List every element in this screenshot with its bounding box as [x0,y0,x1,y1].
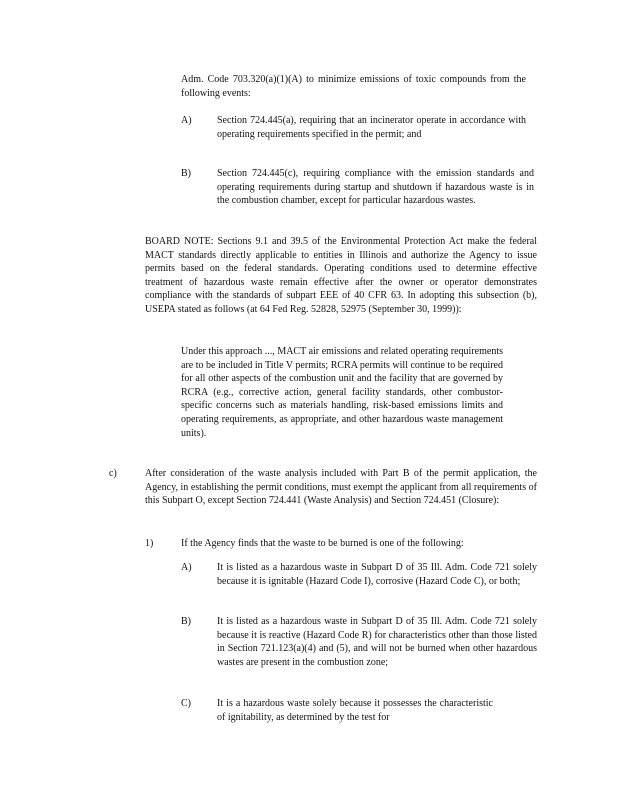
sub-item-b-text: It is listed as a hazardous waste in Subpart D of 35 Ill. Adm. Code 721 solely because it is reactive (Hazard Code R) for characteristics other than those listed in Section 721.123(a)(4) and (5), and will not be burned when other hazardous wastes are present in the combustion zone; [217,616,537,668]
sub-item-c-text: It is a hazardous waste solely because it possesses the characteristic of ignitability, as determined by the test for [217,698,493,723]
intro-item-a-text: Section 724.445(a), requiring that an incinerator operate in accordance with operating requirements specified in the permit; and [217,115,526,140]
sub-item-a-text: It is listed as a hazardous waste in Subpart D of 35 Ill. Adm. Code 721 solely because it is ignitable (Hazard Code I), corrosive (Hazard Code C), or both; [217,562,537,587]
board-note-quote: Under this approach ..., MACT air emissions and related operating requirements are to be included in Title V permits; RCRA permits will continue to be required for all other aspects of the combustion unit and the facility that are governed by RCRA (e.g., corrective action, general facility standards, other combustor-specific concerns such as materials handling, risk-based emissions limits and operating requirements, as appropriate, and other hazardous waste management units). [181,346,503,439]
sub-item-b-marker: B) [181,616,191,627]
intro-item-b-marker: B) [181,168,191,179]
sub-item-c-marker: C) [181,698,191,709]
section-c-marker: c) [109,468,117,479]
intro-paragraph: Adm. Code 703.320(a)(1)(A) to minimize emissions of toxic compounds from the following events: [181,74,526,99]
item-1-text: If the Agency finds that the waste to be burned is one of the following: [181,538,464,549]
sub-item-a-marker: A) [181,562,192,573]
intro-item-a-marker: A) [181,115,192,126]
section-c-text: After consideration of the waste analysis included with Part B of the permit application, the Agency, in establishing the permit conditions, must exempt the applicant from all requirements of this Subpart O, except Section 724.441 (Waste Analysis) and Section 724.451 (Closure): [145,468,537,507]
board-note: BOARD NOTE: Sections 9.1 and 39.5 of the Environmental Protection Act make the federal MACT standards directly applicable to entities in Illinois and authorize the Agency to issue permits based on the federal standards. Operating conditions used to determine effective treatment of hazardous waste remain effective after the owner or operator demonstrates compliance with the standards of subpart EEE of 40 CFR 63. In adopting this subsection (b), USEPA stated as follows (at 64 Fed Reg. 52828, 52975 (September 30, 1999)): [145,236,537,315]
item-1-marker: 1) [145,538,154,549]
intro-item-b-text: Section 724.445(c), requiring compliance with the emission standards and operating requirements during startup and shutdown if hazardous waste is in the combustion chamber, except for particular hazardous wastes. [217,168,534,207]
